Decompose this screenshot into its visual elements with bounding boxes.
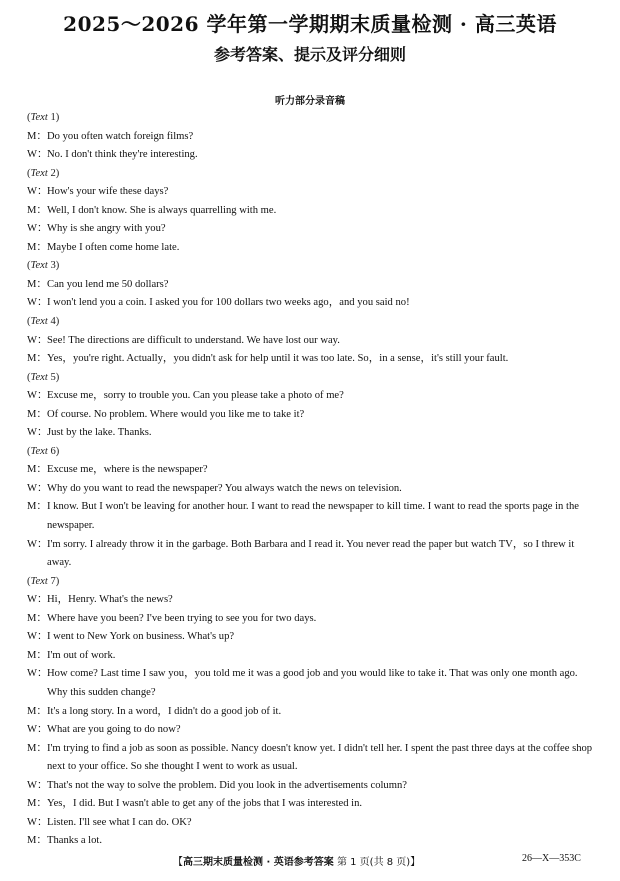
text-heading: (Text 4)	[27, 316, 60, 328]
speaker-label: W：	[27, 334, 48, 346]
dialogue-line	[27, 128, 597, 147]
speaker-label: W：	[27, 482, 48, 494]
utterance-text: Excuse me，sorry to trouble you. Can you please take a photo of me?	[47, 390, 344, 402]
utterance-text: I won't lend you a coin. I asked you for 100 dollars two weeks ago，and you said no!	[47, 297, 410, 309]
dialogue-line	[27, 146, 597, 165]
utterance-text: I'm trying to find a job as soon as possible. Nancy doesn't know yet. I didn't tell her. I spent the past three days at the coffee shop next to your office. So she thought I went to work as usual.	[47, 742, 593, 773]
speaker-label: M：	[27, 353, 48, 365]
utterance-text: Just by the lake. Thanks.	[47, 427, 152, 439]
speaker-label: M：	[27, 798, 48, 810]
dialogue-line	[27, 498, 597, 535]
utterance-text: Thanks a lot.	[47, 835, 103, 847]
speaker-label: M：	[27, 649, 48, 661]
dialogue-line	[27, 795, 597, 814]
footer-doc-info	[173, 853, 420, 868]
dialogue-line	[27, 332, 597, 351]
utterance-text: Listen. I'll see what I can do. OK?	[47, 816, 192, 828]
footer-code: 26—X—353C	[522, 853, 581, 864]
text-heading: (Text 3)	[27, 260, 60, 272]
speaker-label: W：	[27, 297, 48, 309]
dialogue-line	[27, 740, 597, 777]
text-heading-number: 7)	[47, 575, 60, 587]
text-heading-number: 3)	[47, 260, 60, 272]
speaker-label: M：	[27, 130, 48, 142]
utterance-text: How's your wife these days?	[47, 186, 169, 198]
text-heading-number: 2)	[47, 167, 60, 179]
utterance-text: Hi，Henry. What's the news?	[47, 594, 173, 606]
speaker-label: W：	[27, 631, 48, 643]
footer-page-number: 第 1 页(共 8 页)	[333, 857, 411, 868]
speaker-label: W：	[27, 538, 48, 550]
dialogue-line	[27, 239, 597, 258]
dialogue-line	[27, 610, 597, 629]
utterance-text: Do you often watch foreign films?	[47, 130, 194, 142]
utterance-text: Yes，you're right. Actually，you didn't ask for help until it was too late. So，in a sense，it's still your fault.	[47, 353, 509, 365]
dialogue-line	[27, 350, 597, 369]
speaker-label: W：	[27, 668, 48, 680]
speaker-label: M：	[27, 835, 48, 847]
utterance-text: It's a long story. In a word，I didn't do a good job of it.	[47, 705, 282, 717]
speaker-label: M：	[27, 204, 48, 216]
utterance-text: Excuse me，where is the newspaper?	[47, 464, 208, 476]
document-title: 2025～2026 学年第一学期期末质量检测 · 高三英语	[63, 12, 557, 36]
utterance-text: I went to New York on business. What's up?	[47, 631, 235, 643]
utterance-text: I'm sorry. I already throw it in the garbage. Both Barbara and I read it. You never read the paper but watch TV，so I threw it away.	[47, 538, 575, 569]
dialogue-line	[27, 628, 597, 647]
utterance-text: I'm out of work.	[47, 649, 116, 661]
speaker-label: W：	[27, 149, 48, 161]
text-heading: (Text 2)	[27, 167, 60, 179]
dialogue-line	[27, 461, 597, 480]
utterance-text: What are you going to do now?	[47, 724, 181, 736]
text-heading-label: Text	[30, 575, 48, 587]
dialogue-line	[27, 220, 597, 239]
utterance-text: Of course. No problem. Where would you like me to take it?	[47, 408, 305, 420]
text-heading-number: 6)	[47, 445, 60, 457]
speaker-label: W：	[27, 724, 48, 736]
dialogue-line	[27, 721, 597, 740]
utterance-text: No. I don't think they're interesting.	[47, 149, 198, 161]
speaker-label: W：	[27, 390, 48, 402]
speaker-label: M：	[27, 612, 48, 624]
utterance-text: See! The directions are difficult to understand. We have lost our way.	[47, 334, 340, 346]
text-heading: (Text 1)	[27, 112, 60, 123]
utterance-text: Maybe I often come home late.	[47, 241, 180, 253]
utterance-text: Well, I don't know. She is always quarrelling with me.	[47, 204, 277, 216]
utterance-text: Why do you want to read the newspaper? You always watch the news on television.	[47, 482, 402, 494]
dialogue-line	[27, 183, 597, 202]
speaker-label: M：	[27, 408, 48, 420]
transcript-body	[27, 109, 597, 851]
speaker-label: M：	[27, 241, 48, 253]
dialogue-line	[27, 777, 597, 796]
footer-bracket-open: 【	[173, 857, 183, 868]
dialogue-line	[27, 387, 597, 406]
dialogue-line	[27, 276, 597, 295]
dialogue-line	[27, 202, 597, 221]
dialogue-line	[27, 647, 597, 666]
speaker-label: M：	[27, 464, 48, 476]
speaker-label: W：	[27, 594, 48, 606]
dialogue-line	[27, 814, 597, 833]
text-heading-label: Text	[30, 371, 48, 383]
utterance-text: Can you lend me 50 dollars?	[47, 278, 169, 290]
utterance-text: How come? Last time I saw you，you told me it was a good job and you would like to take it. That was only one month ago. Why this sudden change?	[47, 668, 578, 698]
text-heading-label: Text	[30, 260, 48, 272]
dialogue-line	[27, 536, 597, 573]
speaker-label: M：	[27, 501, 48, 513]
footer-bracket-close: 】	[410, 857, 421, 868]
speaker-label: M：	[27, 278, 48, 290]
dialogue-line	[27, 703, 597, 722]
text-heading: (Text 7)	[27, 575, 60, 587]
speaker-label: W：	[27, 186, 48, 198]
speaker-label: M：	[27, 705, 48, 717]
dialogue-line	[27, 480, 597, 499]
dialogue-line	[27, 424, 597, 443]
text-heading-number: 1)	[47, 112, 60, 123]
text-heading-label: Text	[30, 445, 48, 457]
speaker-label: W：	[27, 779, 48, 791]
speaker-label: W：	[27, 816, 48, 828]
text-heading: (Text 6)	[27, 445, 60, 457]
text-heading: (Text 5)	[27, 371, 60, 383]
utterance-text: Where have you been? I've been trying to see you for two days.	[47, 612, 317, 624]
document-subtitle: 参考答案、提示及评分细则	[213, 45, 406, 64]
speaker-label: M：	[27, 742, 48, 754]
utterance-text: I know. But I won't be leaving for another hour. I want to read the newspaper to kill time. I want to read the sports page in the newspaper.	[47, 501, 579, 532]
footer-doc-name: 高三期末质量检测 · 英语参考答案	[183, 857, 334, 868]
dialogue-line	[27, 406, 597, 425]
utterance-text: That's not the way to solve the problem. Did you look in the advertisements column?	[47, 779, 407, 791]
text-heading-number: 5)	[47, 371, 60, 383]
utterance-text: Yes，I did. But I wasn't able to get any of the jobs that I was interested in.	[47, 798, 363, 810]
speaker-label: W：	[27, 223, 48, 235]
dialogue-line	[27, 665, 597, 702]
section-title: 听力部分录音稿	[275, 96, 345, 107]
text-heading-label: Text	[30, 167, 48, 179]
dialogue-line	[27, 294, 597, 313]
text-heading-label: Text	[30, 112, 48, 123]
dialogue-line	[27, 832, 597, 851]
dialogue-line	[27, 591, 597, 610]
text-heading-number: 4)	[47, 316, 60, 328]
speaker-label: W：	[27, 427, 48, 439]
text-heading-label: Text	[30, 316, 48, 328]
utterance-text: Why is she angry with you?	[47, 223, 166, 235]
